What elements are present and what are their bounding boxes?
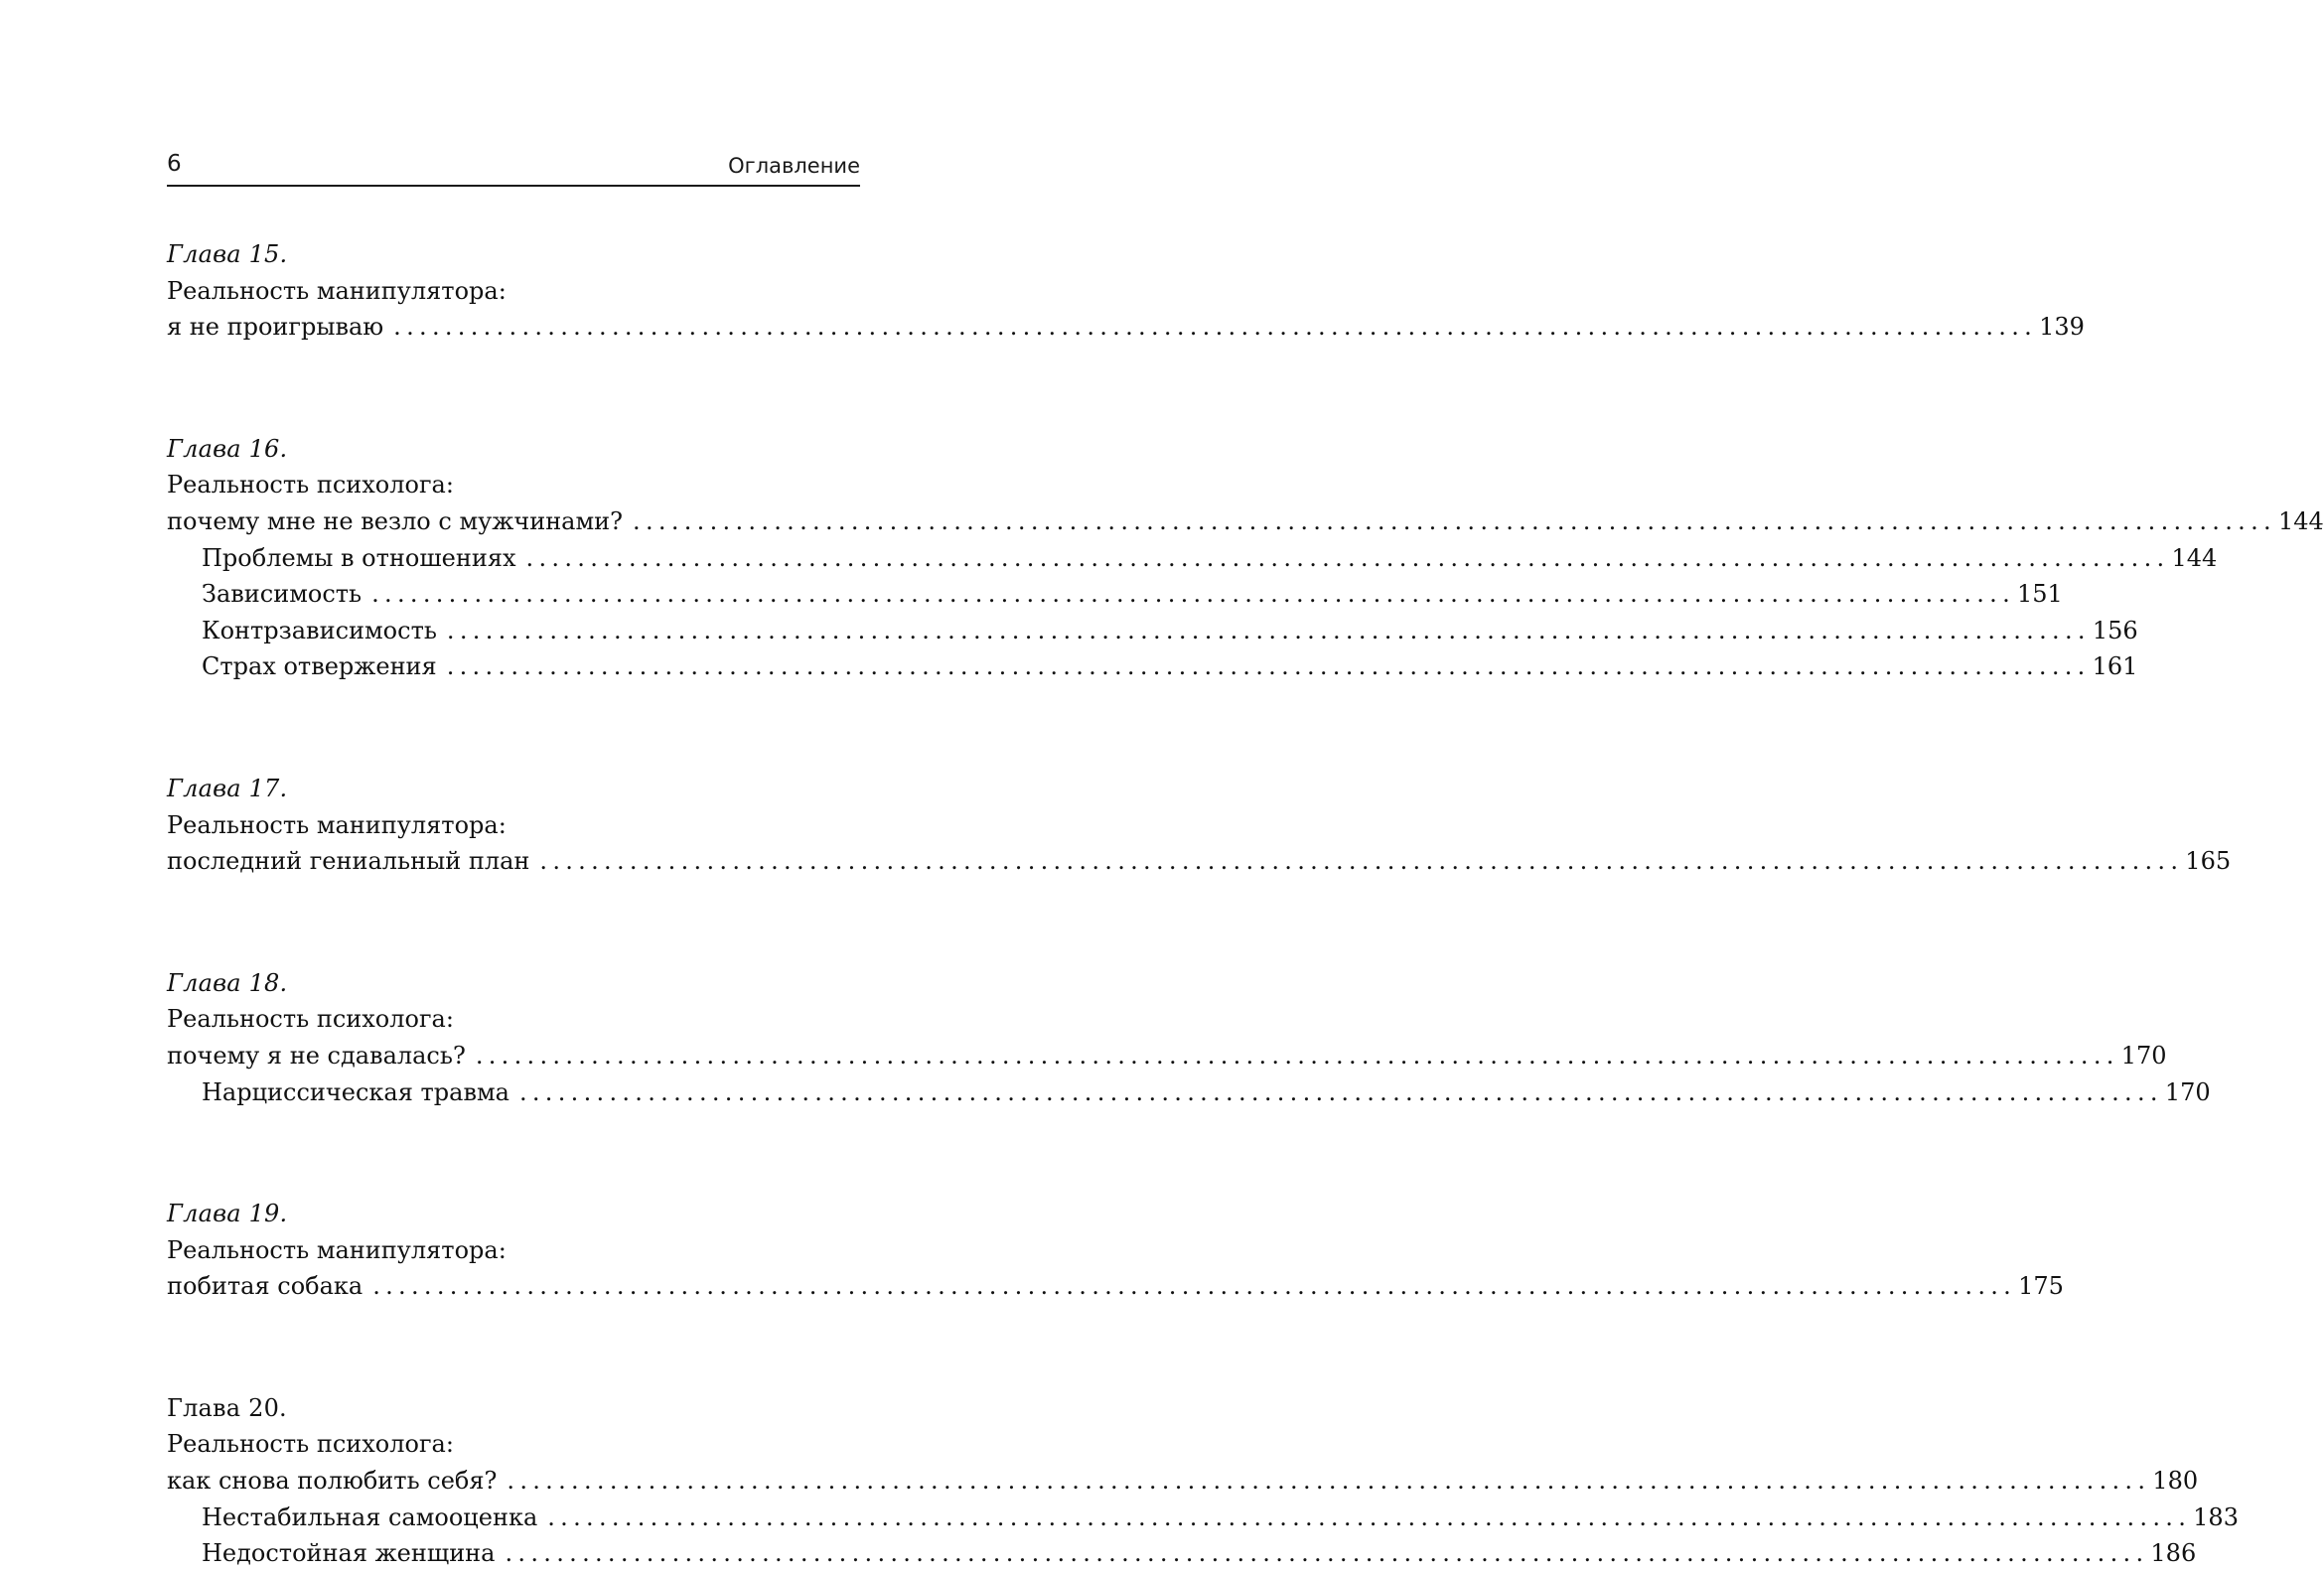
subentry-title: Страх отвержения <box>202 652 437 681</box>
entry-page-number: 170 <box>2120 1041 2167 1070</box>
chapter-label: Глава 15. <box>167 240 288 268</box>
chapter-label: Глава 20. <box>167 1393 287 1422</box>
subentry-title: Зависимость <box>202 580 363 609</box>
entry-title: почему я не сдавалась? <box>167 1041 466 1070</box>
toc-entry <box>167 1038 2167 1074</box>
toc-entry <box>167 843 2232 880</box>
entry-title: побитая собака <box>167 1272 363 1301</box>
toc-subentry <box>167 540 2218 577</box>
toc-subentry <box>167 1500 2239 1536</box>
subentry-title: Нарциссическая травма <box>202 1077 509 1106</box>
toc-entry <box>167 309 2085 346</box>
running-head <box>167 149 860 183</box>
dot-leader: ................................................................................................................................ <box>446 652 2091 681</box>
chapter-20 <box>167 1390 2239 1572</box>
toc-subentry <box>167 576 2063 613</box>
page-number: 6 <box>167 151 182 177</box>
dot-leader: ................................................................................................................................ <box>371 580 2016 609</box>
dot-leader: ................................................................................................................................ <box>633 506 2276 535</box>
chapter-heading: Реальность психолога: <box>167 471 454 500</box>
dot-leader: ................................................................................................................................ <box>518 1077 2163 1106</box>
chapter-label: Глава 16. <box>167 434 288 463</box>
subentry-title: Проблемы в отношениях <box>202 543 516 572</box>
entry-page-number: 165 <box>2185 847 2232 876</box>
dot-leader: ................................................................................................................................ <box>372 1272 2017 1301</box>
entry-title: как снова полюбить себя? <box>167 1467 498 1496</box>
header-rule <box>167 185 860 187</box>
subentry-page-number: 170 <box>2164 1077 2211 1106</box>
subentry-title: Нестабильная самооценка <box>202 1502 538 1531</box>
chapter-label: Глава 19. <box>167 1200 288 1228</box>
entry-page-number: 175 <box>2018 1272 2064 1301</box>
subentry-page-number: 186 <box>2150 1539 2197 1568</box>
subentry-title: Недостойная женщина <box>202 1539 496 1568</box>
entry-title: я не проигрываю <box>167 313 384 342</box>
subentry-title: Контрзависимость <box>202 616 437 644</box>
chapter-15 <box>167 236 2085 346</box>
chapter-17 <box>167 771 2232 880</box>
chapter-18 <box>167 965 2211 1110</box>
toc-subentry <box>167 613 2138 649</box>
chapter-heading: Реальность манипулятора: <box>167 276 507 305</box>
subentry-page-number: 183 <box>2193 1502 2239 1531</box>
running-head-title: Оглавление <box>728 154 860 178</box>
entry-page-number: 139 <box>2039 313 2085 342</box>
dot-leader: ................................................................................................................................ <box>525 543 2170 572</box>
toc-entry <box>167 1463 2199 1500</box>
dot-leader: ................................................................................................................................ <box>505 1539 2149 1568</box>
chapter-heading: Реальность психолога: <box>167 1005 454 1034</box>
entry-page-number: 180 <box>2152 1467 2199 1496</box>
toc-subentry <box>167 1535 2197 1572</box>
toc-entry <box>167 503 2324 540</box>
dot-leader: ................................................................................................................................ <box>475 1041 2119 1070</box>
entry-title: почему мне не везло с мужчинами? <box>167 506 624 535</box>
chapter-heading: Реальность манипулятора: <box>167 1235 507 1264</box>
entry-page-number: 144 <box>2277 506 2324 535</box>
toc-subentry <box>167 1074 2211 1111</box>
book-page <box>167 0 2324 1568</box>
dot-leader: ................................................................................................................................ <box>539 847 2184 876</box>
subentry-page-number: 144 <box>2171 543 2218 572</box>
dot-leader: ................................................................................................................................ <box>393 313 2038 342</box>
table-of-contents <box>167 236 2324 1572</box>
subentry-page-number: 156 <box>2092 616 2138 644</box>
chapter-16 <box>167 431 2324 685</box>
chapter-label: Глава 18. <box>167 968 288 997</box>
dot-leader: ................................................................................................................................ <box>547 1502 2192 1531</box>
chapter-heading: Реальность манипулятора: <box>167 810 507 839</box>
chapter-19 <box>167 1196 2064 1305</box>
dot-leader: ................................................................................................................................ <box>507 1467 2151 1496</box>
subentry-page-number: 161 <box>2092 652 2138 681</box>
entry-title: последний гениальный план <box>167 847 530 876</box>
chapter-label: Глава 17. <box>167 774 288 802</box>
subentry-page-number: 151 <box>2017 580 2063 609</box>
chapter-heading: Реальность психолога: <box>167 1430 454 1459</box>
toc-entry <box>167 1268 2064 1305</box>
dot-leader: ................................................................................................................................ <box>446 616 2091 644</box>
toc-subentry <box>167 648 2138 685</box>
